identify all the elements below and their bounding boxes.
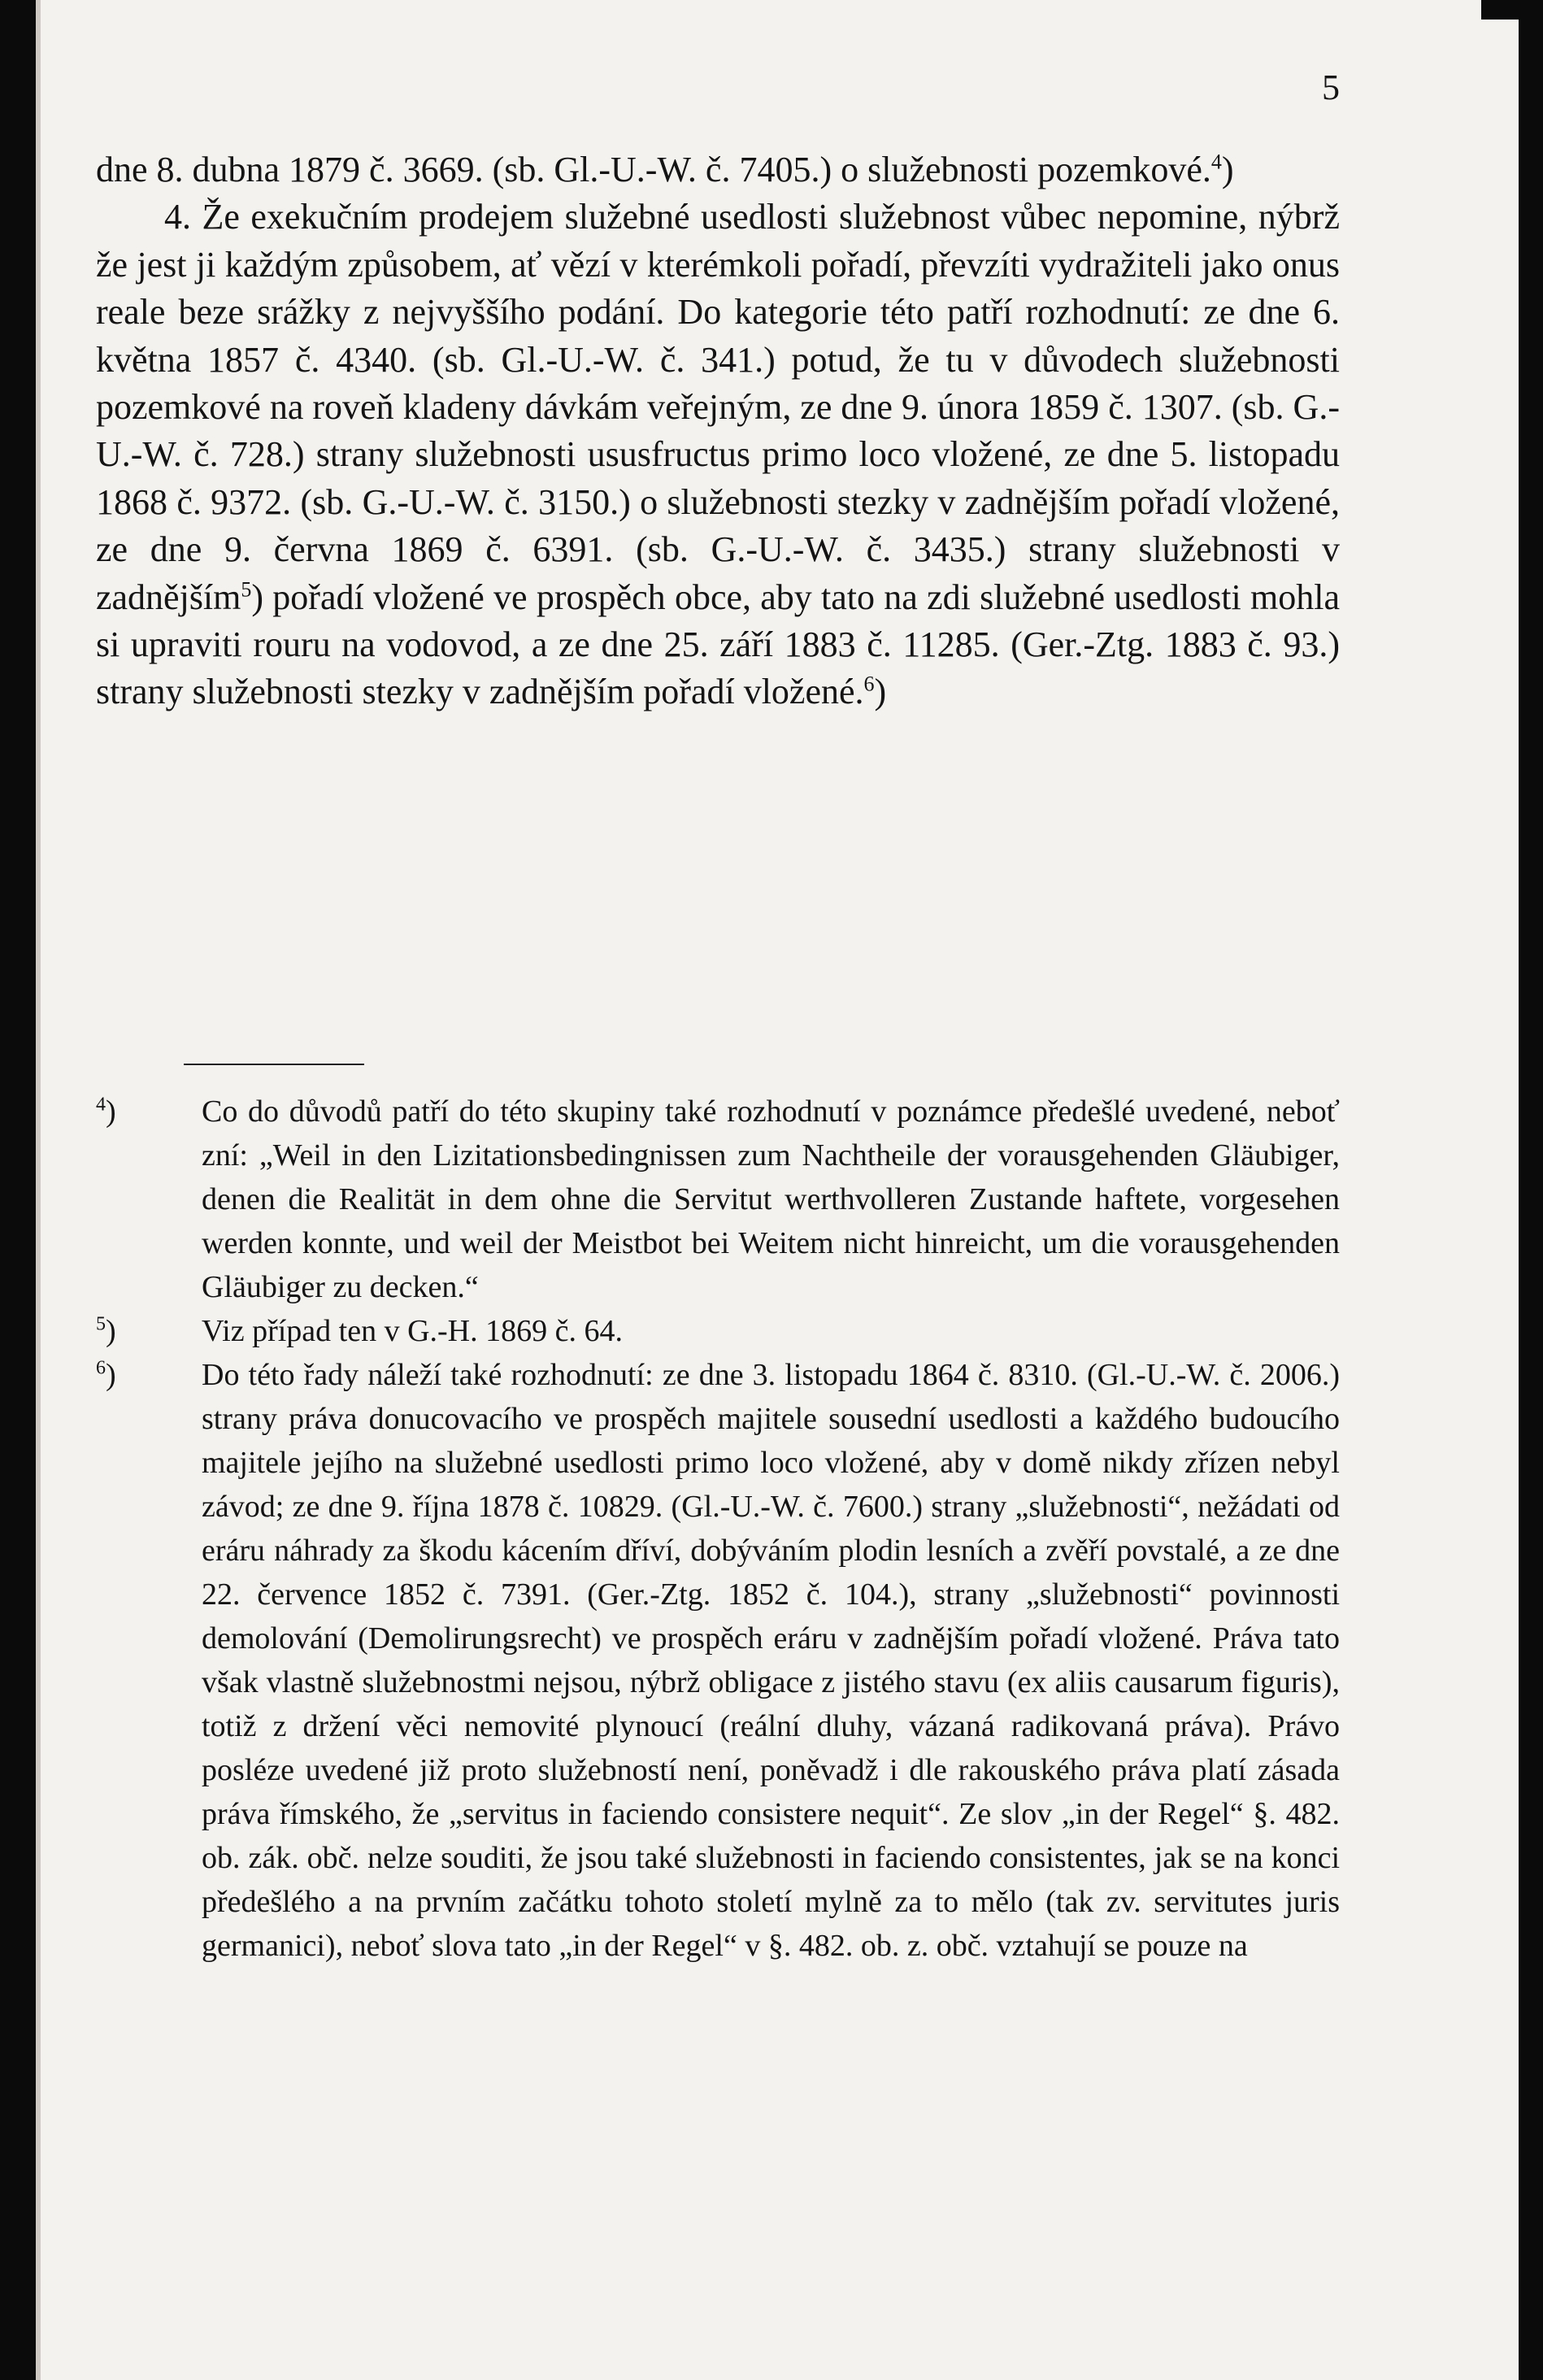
footnote-marker: $^4$) bbox=[96, 1094, 116, 1129]
footnote-marker: $^6$) bbox=[96, 1357, 116, 1392]
footnotes bbox=[96, 1090, 1340, 1968]
main-text bbox=[96, 146, 1340, 716]
scan-left-edge bbox=[0, 0, 36, 2380]
footnote-5 bbox=[96, 1309, 1340, 1353]
footnote-text: Do této řady náleží také rozhodnutí: ze dne 3. listopadu 1864 č. 8310. (Gl.-U.-W. č. 2006.) strany práva donucovacího ve prospěch majitele sousední usedlosti a každého budoucího majitele jejího na služebné usedlosti primo loco vložené, aby v domě nikdy zřízen nebyl závod; ze dne 9. října 1878 č. 10829. (Gl.-U.-W. č. 7600.) strany „služebnosti“, nežádati od eráru náhrady za škodu kácením dříví, dobýváním plodin lesních a zvěří povstalé, a ze dne 22. července 1852 č. 7391. (Ger.-Ztg. 1852 č. 104.), strany „služebnosti“ povinnosti demolování (Demolirungsrecht) ve prospěch eráru v zadnějším pořadí vložené. Práva tato však vlastně služebnostmi nejsou, nýbrž obligace z jistého stavu (ex aliis causarum figuris), totiž z držení věci nemovité plynoucí (reální dluhy, vázaná radikovaná práva). Právo posléze uvedené již proto služebností není, poněvadž i dle rakouského práva platí zásada práva římského, že „servitus in faciendo consistere nequit“. Ze slov „in der Regel“ §. 482. ob. zák. obč. nelze souditi, že jsou také služebnosti in faciendo consistentes, jak se na konci předešlého a na prvním začátku tohoto století mylně za to mělo (tak zv. servitutes juris germanici), neboť slova tato „in der Regel“ v §. 482. ob. z. obč. vztahují se pouze na bbox=[202, 1358, 1340, 1963]
footnote-6 bbox=[96, 1353, 1340, 1968]
paragraph-4 bbox=[96, 194, 1340, 716]
page-number: 5 bbox=[1322, 67, 1340, 107]
footnote-ref-5: 5 bbox=[241, 577, 252, 601]
footnote-marker: $^5$) bbox=[96, 1313, 116, 1348]
footnote-text: Co do důvodů patří do této skupiny také rozhodnutí v poznámce předešlé uvedené, neboť zní: „Weil in den Lizitationsbedingnissen zum Nachtheile der vorausgehenden Gläubiger, denen die Realität in dem ohne die Servitut werthvolleren Zustande haftete, vorgesehen werden konnte, und weil der Meistbot bei Weitem nicht hinreicht, um die vorausgehenden Gläubiger zu decken.“ bbox=[202, 1094, 1340, 1304]
paragraph-continuation bbox=[96, 146, 1340, 194]
footnote-text: Viz případ ten v G.-H. 1869 č. 64. bbox=[202, 1314, 623, 1348]
scan-corner-mark bbox=[1481, 0, 1519, 20]
footnote-ref-4: 4 bbox=[1210, 150, 1222, 174]
paragraph-4-text-b: ) pořadí vložené ve prospěch obce, aby tato na zdi služebné usedlosti mohla si upraviti rouru na vodovod, a ze dne 25. září 1883 č. 11285. (Ger.-Ztg. 1883 č. 93.) strany služebnosti stezky v zadnějším pořadí vložené. bbox=[96, 577, 1340, 712]
paragraph-4-close: ) bbox=[874, 672, 887, 712]
paragraph-1-text: dne 8. dubna 1879 č. 3669. (sb. Gl.-U.-W. č. 7405.) o služebnosti pozemkové. bbox=[96, 150, 1211, 189]
footnote-4 bbox=[96, 1090, 1340, 1309]
paragraph-4-text-a: 4. Že exekučním prodejem služebné usedlosti služebnost vůbec nepomine, nýbrž že jest ji každým způsobem, ať vězí v kterémkoli pořadí, převzíti vydražiteli jako onus reale beze srážky z nejvyššího podání. Do kategorie této patří rozhodnutí: ze dne 6. května 1857 č. 4340. (sb. Gl.-U.-W. č. 341.) potud, že tu v důvodech služebnosti pozemkové na roveň kladeny dávkám veřejným, ze dne 9. února 1859 č. 1307. (sb. G.-U.-W. č. 728.) strany služebnosti ususfructus primo loco vložené, ze dne 5. listopadu 1868 č. 9372. (sb. G.-U.-W. č. 3150.) o služebnosti stezky v zadnějším pořadí vložené, ze dne 9. června 1869 č. 6391. (sb. G.-U.-W. č. 3435.) strany služebnosti v zadnějším bbox=[96, 197, 1340, 617]
scan-right-edge bbox=[1519, 0, 1543, 2380]
scan-left-margin-line bbox=[36, 0, 41, 2380]
footnote-ref-6: 6 bbox=[863, 672, 875, 696]
paragraph-1-close: ) bbox=[1221, 150, 1234, 189]
footnote-separator bbox=[184, 1064, 364, 1065]
